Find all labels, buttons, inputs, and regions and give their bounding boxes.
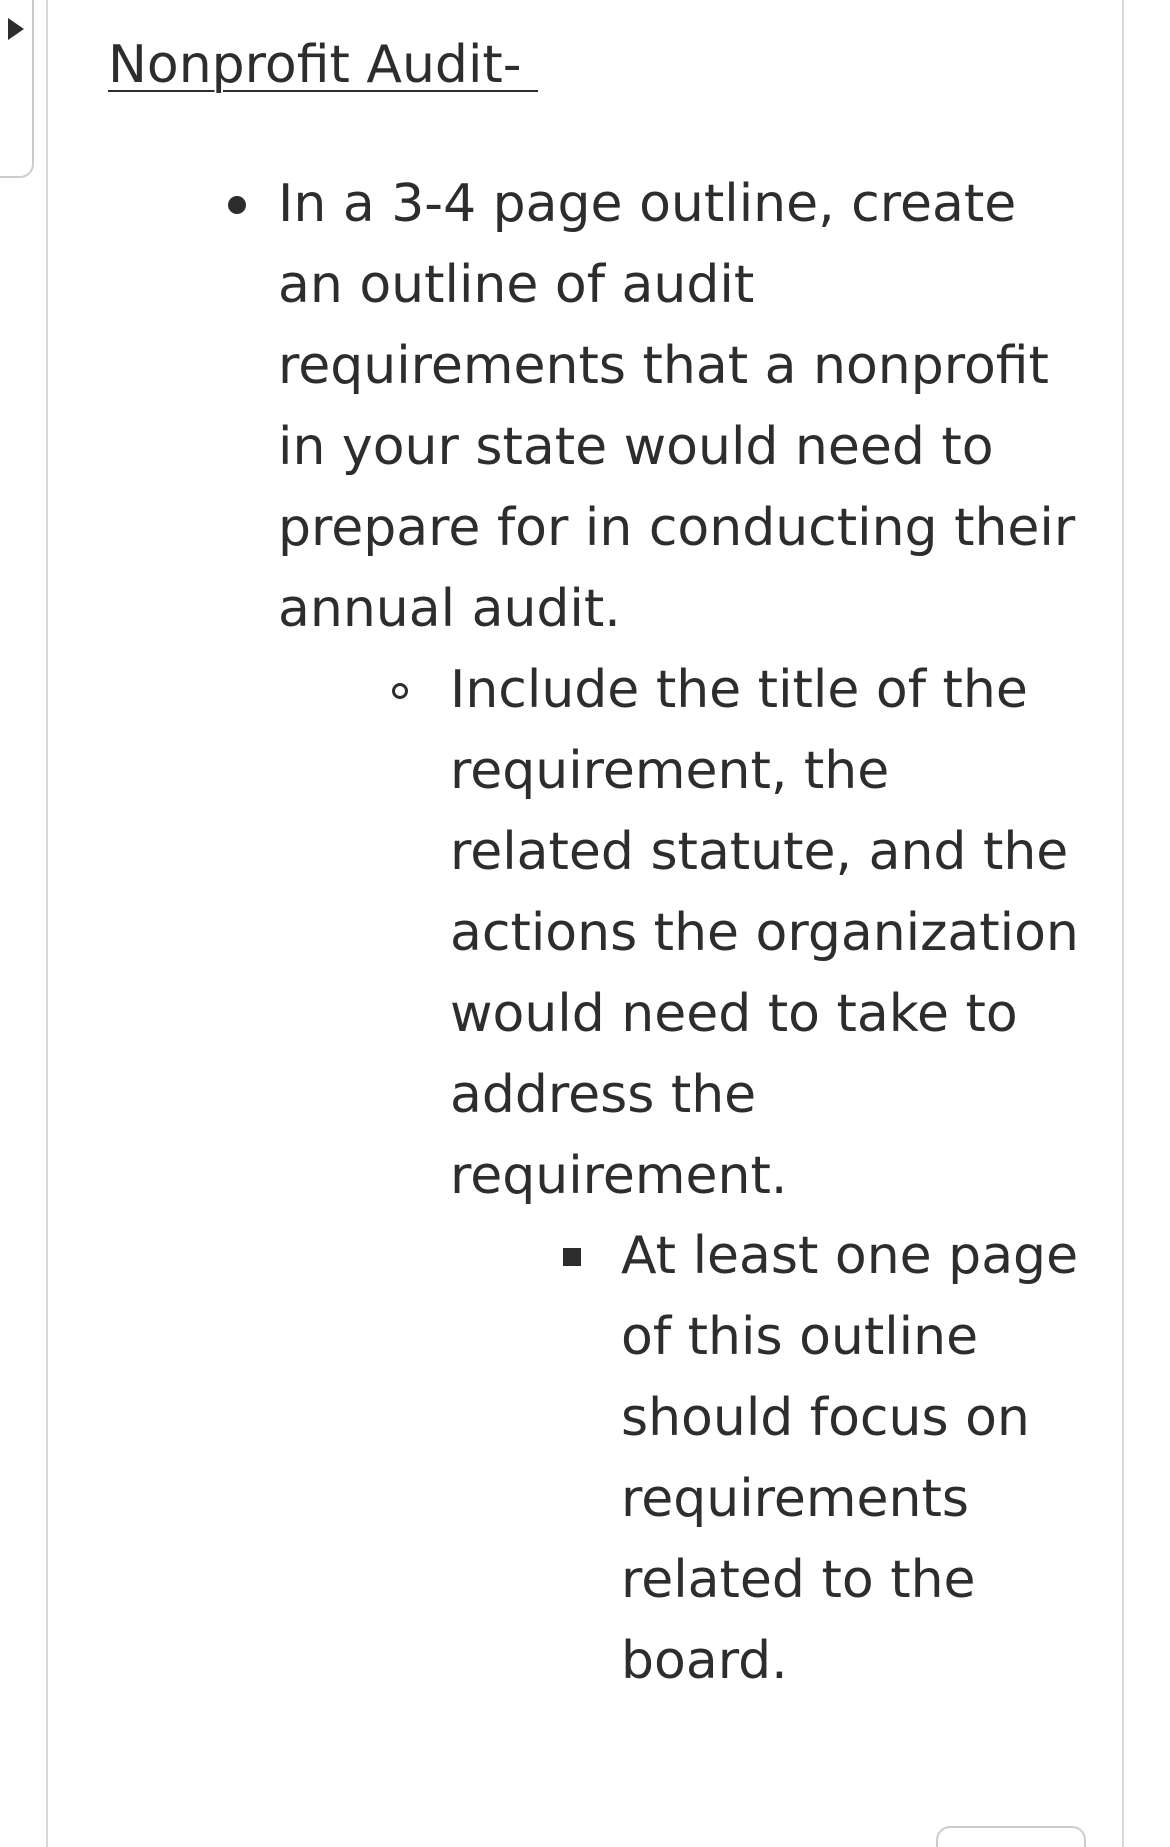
action-button[interactable]: [936, 1826, 1086, 1847]
disc-bullet-icon: [228, 196, 246, 214]
list-item-level3: At least one page of this outline should focus on requirements related to the board.: [621, 1226, 1079, 1691]
square-bullet-icon: [563, 1248, 581, 1266]
list-item-level1: In a 3-4 page outline, create an outline of audit requirements that a nonprofit in your state would need to prepare for in conducting their annual audit.: [278, 174, 1076, 639]
page-title: Nonprofit Audit-: [108, 35, 539, 95]
circle-bullet-icon: [392, 683, 408, 699]
sidebar-toggle-button[interactable]: [0, 0, 34, 178]
caret-right-icon: [8, 18, 24, 40]
list-item-level2: Include the title of the requirement, the related statute, and the actions the organization would need to take to address the requirement.: [450, 660, 1079, 1206]
